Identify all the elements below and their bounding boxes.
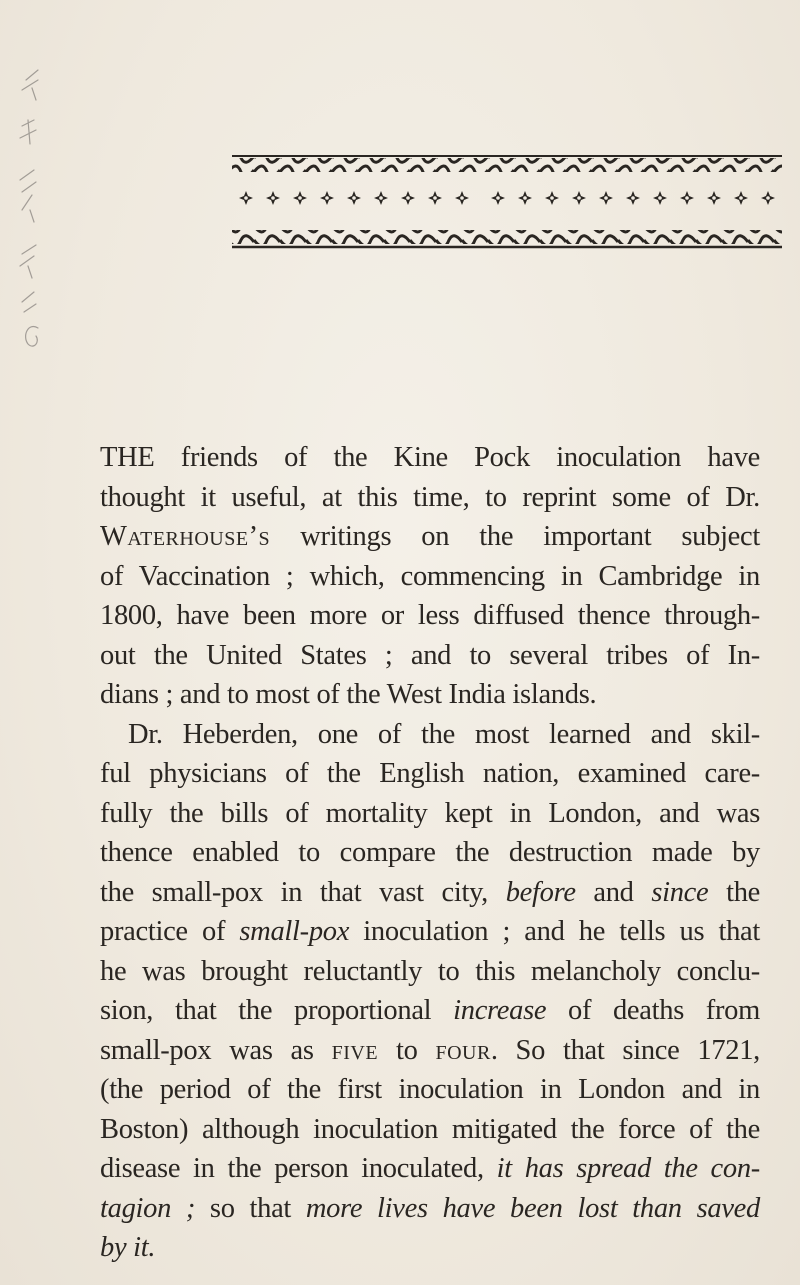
text-line	[100, 794, 760, 834]
text-line	[100, 1228, 760, 1268]
text-line	[100, 1031, 760, 1071]
text-segment: practice of	[100, 916, 240, 947]
text-line	[100, 715, 760, 755]
text-segment: disease in the person inoculated,	[100, 1153, 497, 1184]
text-segment: (the period of the first inoculation in London and in	[100, 1074, 760, 1105]
text-line	[100, 1149, 760, 1189]
emphasized-text: by it.	[100, 1232, 156, 1263]
text-line	[100, 596, 760, 636]
text-segment: the	[708, 876, 761, 908]
text-segment: of deaths from	[546, 995, 760, 1026]
text-segment: of Vaccination ; which, commencing in Cambridge in	[100, 560, 760, 592]
text-segment: . So that since 1721,	[490, 1034, 761, 1066]
paragraph	[100, 715, 760, 1268]
text-line	[100, 873, 760, 913]
text-segment: 1800, have been more or less diffused thence through-	[100, 600, 760, 631]
text-segment: Boston) although inoculation mitigated the force of the	[100, 1113, 760, 1145]
text-line	[100, 1110, 760, 1150]
text-segment: and	[575, 876, 652, 908]
text-segment: thence enabled to compare the destruction made by	[100, 837, 760, 868]
text-line	[100, 517, 760, 557]
ornamental-header-band	[228, 150, 786, 255]
text-segment: he was brought reluctantly to this melancholy conclu-	[100, 955, 760, 987]
text-line	[100, 675, 760, 715]
text-line	[100, 557, 760, 597]
text-segment: thought it useful, at this time, to reprint some of Dr.	[100, 481, 760, 513]
text-line	[100, 833, 760, 873]
emphasized-text: five	[331, 1034, 379, 1066]
text-segment: so that	[195, 1192, 306, 1224]
text-segment: fully the bills of mortality kept in London, and was	[100, 797, 760, 829]
text-line	[100, 438, 760, 478]
text-segment: to	[378, 1034, 436, 1066]
paragraph	[100, 438, 760, 715]
pencil-marginalia-icon	[8, 60, 48, 360]
text-segment: out the United States ; and to several tribes of In-	[100, 639, 760, 671]
emphasized-text: since	[651, 876, 709, 908]
text-segment: ful physicians of the English nation, examined care-	[100, 758, 760, 789]
body-text	[100, 438, 760, 1268]
text-segment: small-pox was as	[100, 1034, 332, 1066]
emphasized-text: small-pox	[239, 916, 350, 947]
text-line	[100, 478, 760, 518]
emphasized-text: it has spread the con-	[496, 1153, 760, 1184]
text-line	[100, 1070, 760, 1110]
text-segment: dians ; and to most of the West India islands.	[100, 679, 597, 710]
text-line	[100, 1189, 760, 1229]
text-line	[100, 636, 760, 676]
emphasized-text: increase	[453, 995, 547, 1026]
emphasized-text: Waterhouse’s	[100, 521, 271, 552]
text-line	[100, 912, 760, 952]
text-line	[100, 754, 760, 794]
text-segment: THE friends of the Kine Pock inoculation have	[100, 442, 760, 473]
emphasized-text: more lives have been lost than saved	[305, 1192, 760, 1224]
emphasized-text: tagion ;	[100, 1192, 196, 1224]
text-segment: inoculation ; and he tells us that	[349, 916, 760, 947]
text-segment: the small-pox in that vast city,	[100, 876, 506, 908]
text-segment: Dr. Heberden, one of the most learned and skil-	[128, 718, 760, 750]
text-line	[100, 952, 760, 992]
text-segment: sion, that the proportional	[100, 995, 454, 1026]
emphasized-text: four	[435, 1034, 491, 1066]
emphasized-text: before	[505, 876, 576, 908]
text-line	[100, 991, 760, 1031]
text-segment: writings on the important subject	[270, 521, 760, 552]
